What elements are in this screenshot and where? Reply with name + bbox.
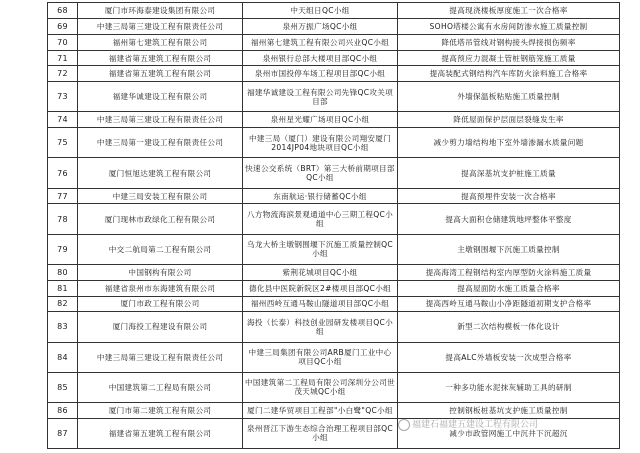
company-cell: 厦门现林市政绿化工程有限公司 bbox=[78, 204, 243, 234]
qc-group-cell: 泉州银行总部大楼项目部QC小组 bbox=[243, 50, 398, 66]
company-cell: 中建三局第三建设工程有限责任公司 bbox=[78, 112, 243, 128]
watermark bbox=[398, 417, 538, 431]
topic-cell: 提高西岭互通马鞍山小净距隧道初期支护合格率 bbox=[398, 296, 620, 312]
results-table-body bbox=[48, 3, 620, 449]
table-row bbox=[48, 34, 620, 50]
qc-group-cell: 中建三局集团有限公司ARB厦门工业中心项目QC小组 bbox=[243, 342, 398, 372]
row-number: 79 bbox=[48, 234, 78, 264]
row-number: 71 bbox=[48, 50, 78, 66]
topic-cell: 提高深基坑支护桩施工质量 bbox=[398, 158, 620, 188]
table-row bbox=[48, 128, 620, 158]
qc-group-cell: 福州第七建筑工程有限公司兴业QC小组 bbox=[243, 34, 398, 50]
qc-group-cell: 八方物流海滨景观通道中心三期工程QC小组 bbox=[243, 204, 398, 234]
topic-cell: 提高大面积仓储建筑地坪整体平整度 bbox=[398, 204, 620, 234]
topic-cell: 主墩钢围堰下沉施工质量控制 bbox=[398, 234, 620, 264]
table-row bbox=[48, 158, 620, 188]
row-number: 74 bbox=[48, 112, 78, 128]
company-cell: 厦门市环海泰建设集团有限公司 bbox=[78, 3, 243, 19]
row-number: 75 bbox=[48, 128, 78, 158]
table-row bbox=[48, 296, 620, 312]
qc-group-cell: 福建华诚建设工程有限公司先锋QC攻关项目部 bbox=[243, 82, 398, 112]
company-cell: 厦门恒旭达建筑工程有限公司 bbox=[78, 158, 243, 188]
topic-cell: 提高装配式钢结构汽车库防火涂料施工合格率 bbox=[398, 66, 620, 82]
topic-cell: 减少市政管网施工中沉井下沉超沉 bbox=[398, 418, 620, 448]
topic-cell: 提高屋面防水施工质量合格率 bbox=[398, 280, 620, 296]
row-number: 85 bbox=[48, 372, 78, 402]
qc-group-cell: 厦门二建华贸项目工程部"小白鹭"QC小组 bbox=[243, 402, 398, 418]
row-number: 87 bbox=[48, 418, 78, 448]
company-cell: 福建华诚建设工程有限公司 bbox=[78, 82, 243, 112]
row-number: 72 bbox=[48, 66, 78, 82]
table-row bbox=[48, 18, 620, 34]
row-number: 68 bbox=[48, 3, 78, 19]
topic-cell: 新型二次结构模板一体化设计 bbox=[398, 312, 620, 342]
topic-cell: 降低塔吊管线对钢构接头焊接损伤频率 bbox=[398, 34, 620, 50]
row-number: 86 bbox=[48, 402, 78, 418]
table-row bbox=[48, 3, 620, 19]
table-row bbox=[48, 342, 620, 372]
row-number: 69 bbox=[48, 18, 78, 34]
company-cell: 中国钢构有限公司 bbox=[78, 264, 243, 280]
row-number: 73 bbox=[48, 82, 78, 112]
company-cell: 厦门市第二建筑工程有限公司 bbox=[78, 402, 243, 418]
table-row bbox=[48, 50, 620, 66]
company-cell: 中国建筑第二工程局有限公司 bbox=[78, 372, 243, 402]
topic-cell: 一种多功能水泥抹灰辅助工具的研制 bbox=[398, 372, 620, 402]
qc-group-cell: 紫荆花城项目QC小组 bbox=[243, 264, 398, 280]
topic-cell: 提高预埋件安装一次合格率 bbox=[398, 188, 620, 204]
company-cell: 福建省泉州市东海建筑有限公司 bbox=[78, 280, 243, 296]
company-cell: 中建三局第三建设工程有限责任公司 bbox=[78, 18, 243, 34]
row-number: 76 bbox=[48, 158, 78, 188]
company-cell: 福州第七建筑工程有限公司 bbox=[78, 34, 243, 50]
qc-group-cell: 泉州星光耀广场项目QC小组 bbox=[243, 112, 398, 128]
qc-group-cell: 泉州市国投停车场工程项目部QC小组 bbox=[243, 66, 398, 82]
company-cell: 中交二航局第二工程有限公司 bbox=[78, 234, 243, 264]
table-row bbox=[48, 402, 620, 418]
qc-group-cell: 泉州晋江下游生态综合治理工程项目部QC小组 bbox=[243, 418, 398, 448]
qc-group-cell: 东南航运·银行储蓄QC小组 bbox=[243, 188, 398, 204]
table-row bbox=[48, 82, 620, 112]
row-number: 81 bbox=[48, 280, 78, 296]
table-row bbox=[48, 204, 620, 234]
qc-group-cell: 中建三局（厦门）建设有限公司翔安厦门2014JP04地块项目QC小组 bbox=[243, 128, 398, 158]
table-row bbox=[48, 312, 620, 342]
qc-group-cell: 快速公交系统（BRT）第三大桥前期项目部QC小组 bbox=[243, 158, 398, 188]
wechat-icon bbox=[398, 419, 410, 431]
company-cell: 福建省第五建筑工程有限公司 bbox=[78, 50, 243, 66]
table-row bbox=[48, 66, 620, 82]
row-number: 77 bbox=[48, 188, 78, 204]
qc-group-cell: 德化县中医院新院区2#楼项目部QC小组 bbox=[243, 280, 398, 296]
topic-cell: 降低屋面保护层面层裂缝发生率 bbox=[398, 112, 620, 128]
row-number: 82 bbox=[48, 296, 78, 312]
company-cell: 福建省第五建筑工程有限公司 bbox=[78, 418, 243, 448]
topic-cell: 减少剪力墙结构地下室外墙渗漏水质量问题 bbox=[398, 128, 620, 158]
results-table bbox=[47, 2, 620, 449]
table-row bbox=[48, 112, 620, 128]
topic-cell: 提高ALC外墙板安装一次成型合格率 bbox=[398, 342, 620, 372]
topic-cell: SOHO塔楼公寓有水房间防渗水施工质量控制 bbox=[398, 18, 620, 34]
table-row bbox=[48, 234, 620, 264]
topic-cell: 控制钢板桩基坑支护施工质量控制 bbox=[398, 402, 620, 418]
topic-cell: 提高现浇楼板厚度施工一次合格率 bbox=[398, 3, 620, 19]
row-number: 78 bbox=[48, 204, 78, 234]
table-row bbox=[48, 372, 620, 402]
qc-group-cell: 中国建筑第二工程局有限公司深圳分公司世茂天城QC小组 bbox=[243, 372, 398, 402]
qc-group-cell: 福州西岭互通马鞍山隧道项目部QC小组 bbox=[243, 296, 398, 312]
company-cell: 中建三局第三建设工程有限责任公司 bbox=[78, 342, 243, 372]
qc-group-cell: 海投（长泰）科技创业园研发楼项目QC小组 bbox=[243, 312, 398, 342]
table-row bbox=[48, 188, 620, 204]
row-number: 80 bbox=[48, 264, 78, 280]
table-row bbox=[48, 280, 620, 296]
topic-cell: 外墙保温板粘贴施工质量控制 bbox=[398, 82, 620, 112]
watermark-text: 福建石福建五建设工程有限公司 bbox=[412, 420, 539, 430]
qc-group-cell: 泉州万振广场QC小组 bbox=[243, 18, 398, 34]
company-cell: 厦门海投工程建设有限公司 bbox=[78, 312, 243, 342]
row-number: 83 bbox=[48, 312, 78, 342]
company-cell: 中建三局安装工程有限公司 bbox=[78, 188, 243, 204]
topic-cell: 提高海湾工程钢结构室内厚型防火涂料施工质量 bbox=[398, 264, 620, 280]
row-number: 70 bbox=[48, 34, 78, 50]
qc-group-cell: 乌龙大桥主墩钢围堰下沉施工质量控制QC小组 bbox=[243, 234, 398, 264]
topic-cell: 提高预应力混凝土管桩钢筋笼施工质量 bbox=[398, 50, 620, 66]
company-cell: 中建三局第一建设工程有限责任公司 bbox=[78, 128, 243, 158]
row-number: 84 bbox=[48, 342, 78, 372]
table-row bbox=[48, 264, 620, 280]
company-cell: 福建省第五建筑工程有限公司 bbox=[78, 66, 243, 82]
company-cell: 厦门市政工程有限公司 bbox=[78, 296, 243, 312]
qc-group-cell: 中天组日QC小组 bbox=[243, 3, 398, 19]
